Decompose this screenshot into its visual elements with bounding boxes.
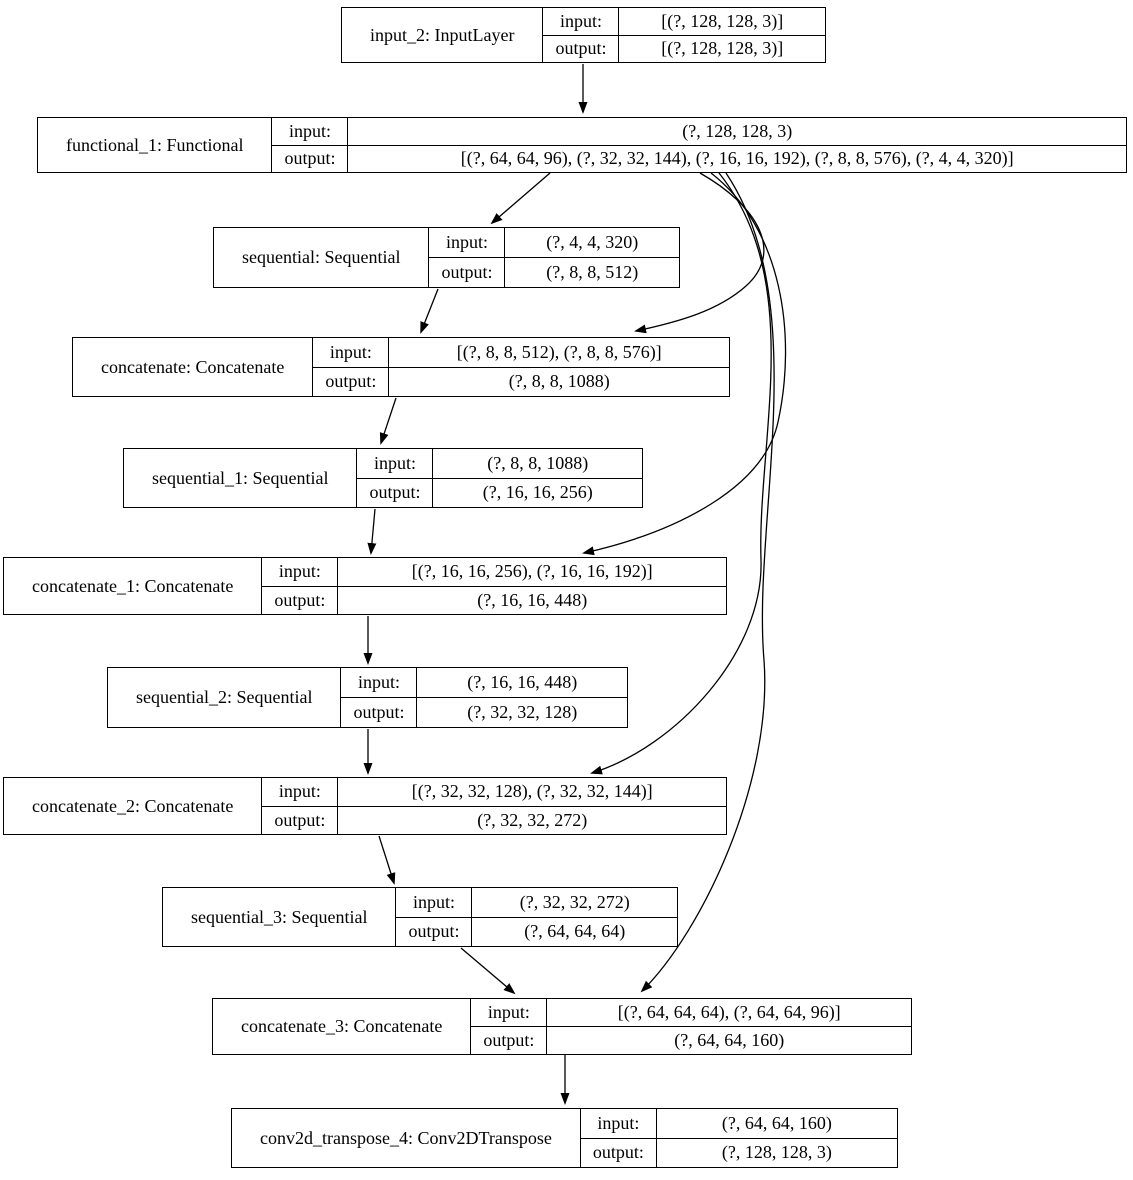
node-title: sequential_3: Sequential bbox=[191, 906, 368, 927]
io-input-label: input: bbox=[396, 888, 471, 918]
io-input-value: [(?, 16, 16, 256), (?, 16, 16, 192)] bbox=[338, 558, 726, 587]
node-title: concatenate_2: Concatenate bbox=[32, 795, 234, 816]
edge-sequential_3-concatenate_3 bbox=[461, 948, 514, 993]
io-input-value: [(?, 32, 32, 128), (?, 32, 32, 144)] bbox=[338, 778, 726, 807]
node-functional_1 bbox=[37, 117, 1127, 173]
io-output-value: [(?, 128, 128, 3)] bbox=[661, 38, 784, 59]
io-output-value: (?, 8, 8, 512) bbox=[546, 262, 639, 282]
node-title: functional_1: Functional bbox=[66, 134, 244, 155]
io-output-value: (?, 32, 32, 272) bbox=[477, 809, 588, 830]
node-title: sequential_1: Sequential bbox=[152, 467, 329, 488]
io-input-value: (?, 8, 8, 1088) bbox=[433, 449, 642, 479]
io-input-value: (?, 32, 32, 272) bbox=[472, 888, 677, 918]
io-input-label: input: bbox=[357, 449, 432, 479]
node-conv2d_transpose_4 bbox=[231, 1108, 898, 1168]
io-input-label: input: bbox=[272, 118, 347, 146]
io-input-value: (?, 64, 64, 160) bbox=[657, 1109, 897, 1139]
io-input-value: (?, 16, 16, 448) bbox=[417, 668, 627, 698]
node-title: sequential: Sequential bbox=[242, 247, 401, 267]
edge-concatenate_2-sequential_3 bbox=[379, 836, 394, 883]
io-output-label: output: bbox=[408, 921, 460, 942]
node-title: sequential_2: Sequential bbox=[136, 687, 313, 707]
io-input-value: [(?, 128, 128, 3)] bbox=[619, 8, 825, 36]
edge-concatenate-sequential_1 bbox=[381, 398, 396, 443]
io-output-label: output: bbox=[284, 148, 336, 169]
edge-sequential_1-concatenate_1 bbox=[371, 509, 375, 553]
io-input-label: input: bbox=[429, 228, 504, 258]
io-input-label: input: bbox=[543, 8, 618, 36]
io-output-value: (?, 16, 16, 448) bbox=[477, 589, 588, 610]
io-input-label: input: bbox=[262, 558, 337, 587]
node-concatenate_1 bbox=[3, 557, 727, 615]
io-output-label: output: bbox=[274, 809, 326, 830]
io-output-label: output: bbox=[353, 702, 405, 722]
node-concatenate bbox=[72, 337, 730, 397]
io-output-label: output: bbox=[483, 1030, 535, 1050]
io-output-value: (?, 64, 64, 160) bbox=[674, 1030, 785, 1050]
io-input-value: [(?, 8, 8, 512), (?, 8, 8, 576)] bbox=[389, 338, 729, 368]
node-sequential_2 bbox=[107, 667, 628, 728]
node-concatenate_3 bbox=[212, 998, 912, 1055]
edge-functional_1-sequential bbox=[492, 173, 550, 223]
node-title: concatenate: Concatenate bbox=[101, 356, 285, 377]
io-output-value: (?, 128, 128, 3) bbox=[721, 1142, 832, 1163]
io-output-label: output: bbox=[592, 1142, 644, 1163]
io-input-label: input: bbox=[581, 1109, 656, 1139]
io-input-label: input: bbox=[341, 668, 416, 698]
io-output-value: (?, 64, 64, 64) bbox=[524, 921, 626, 942]
node-sequential_3 bbox=[162, 887, 678, 947]
io-input-value: [(?, 64, 64, 64), (?, 64, 64, 96)] bbox=[547, 999, 911, 1027]
io-output-value: (?, 16, 16, 256) bbox=[482, 482, 593, 503]
io-output-label: output: bbox=[325, 371, 377, 392]
io-input-label: input: bbox=[471, 999, 546, 1027]
io-output-value: [(?, 64, 64, 96), (?, 32, 32, 144), (?, 16, 16, 192), (?, 8, 8, 576), (?, 4, 4, 320)] bbox=[460, 148, 1014, 169]
node-input_2 bbox=[341, 7, 826, 63]
io-output-value: (?, 8, 8, 1088) bbox=[508, 371, 610, 392]
node-sequential_1 bbox=[123, 448, 643, 508]
io-input-value: (?, 128, 128, 3) bbox=[348, 118, 1126, 146]
node-title: conv2d_transpose_4: Conv2DTranspose bbox=[260, 1127, 552, 1148]
io-input-label: input: bbox=[262, 778, 337, 807]
io-output-label: output: bbox=[369, 482, 421, 503]
io-input-value: (?, 4, 4, 320) bbox=[505, 228, 679, 258]
io-output-label: output: bbox=[441, 262, 493, 282]
edge-sequential-concatenate bbox=[421, 289, 438, 332]
node-title: concatenate_1: Concatenate bbox=[32, 575, 234, 596]
io-output-label: output: bbox=[555, 38, 607, 59]
io-output-value: (?, 32, 32, 128) bbox=[467, 702, 578, 722]
node-title: concatenate_3: Concatenate bbox=[241, 1016, 443, 1036]
node-title: input_2: InputLayer bbox=[370, 24, 515, 45]
io-output-label: output: bbox=[274, 589, 326, 610]
node-sequential bbox=[213, 227, 680, 288]
node-concatenate_2 bbox=[3, 777, 727, 835]
io-input-label: input: bbox=[313, 338, 388, 368]
